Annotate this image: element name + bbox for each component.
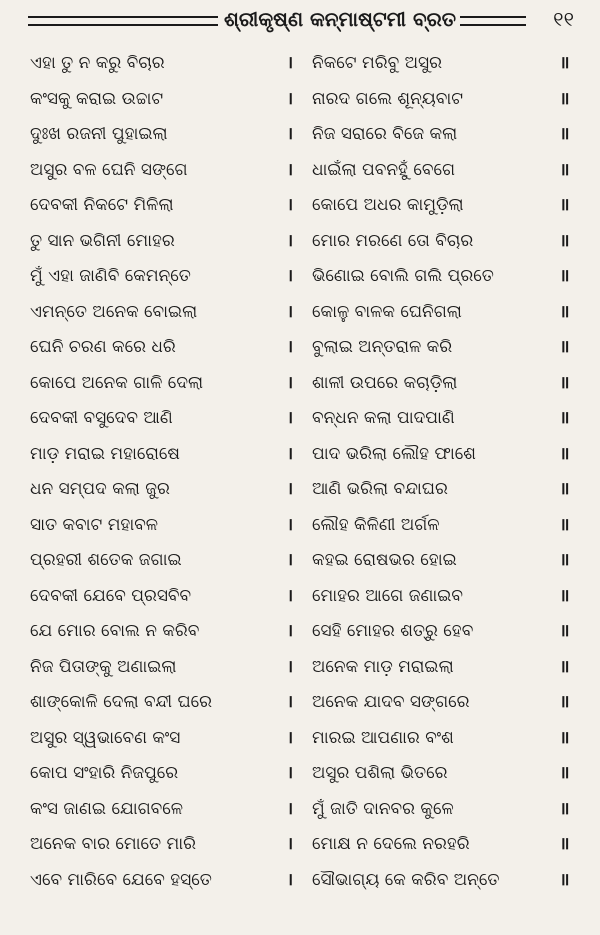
- half-verse-mark: ।: [286, 479, 294, 499]
- verse-end-mark: ॥: [559, 656, 571, 677]
- verse-second-half: ଶାଳୀ ଉପରେ କଚାଡ଼ିଲା: [312, 372, 458, 393]
- verse-first-half: ଅସୁର ସ୍ୱଭାବେଣ କଂସ: [30, 727, 181, 748]
- verse-second-half: ସୌଭାଗ୍ୟ କେ କରିବ ଅନ୍ତେ: [312, 869, 500, 890]
- verse-second-half: ପାଦ ଭରିଲା ଲୌହ ଫାଶେ: [312, 443, 476, 464]
- verse-second-half: ନାରଦ ଗଲେ ଶୂନ୍ୟବାଟ: [312, 88, 464, 109]
- verse-end-mark: ॥: [559, 585, 571, 606]
- verse-first-half: ମାଡ଼ ମରାଇ ମହାରୋଷେ: [30, 443, 180, 464]
- verse-row: [0, 188, 600, 224]
- verse-second-half: ମୁଁ ଜାତି ଦାନବର କୁଳେ: [312, 798, 454, 819]
- page-title: ଶ୍ରୀକୃଷ୍ଣ କନ୍ମାଷ୍ଟମୀ ବ୍ରତ: [224, 7, 457, 31]
- verse-second-half: ଅସୁର ପଶିଲା ଭିତରେ: [312, 763, 448, 783]
- half-verse-mark: ।: [286, 834, 294, 854]
- verse-end-mark: ॥: [559, 266, 571, 286]
- half-verse-mark: ।: [286, 230, 294, 251]
- verse-second-half: ଲୌହ କିଳିଣୀ ଅର୍ଗଳ: [312, 514, 440, 535]
- verse-row: [0, 82, 600, 118]
- verse-end-mark: ॥: [559, 621, 571, 641]
- verse-second-half: ନିକଟେ ମରିବୁ ଅସୁର: [312, 53, 442, 73]
- verse-first-half: ଦେବକୀ ନିକଟେ ମିଳିଲା: [30, 195, 174, 215]
- verse-second-half: କହଇ ରୋଷଭର ହୋଇ: [312, 550, 457, 570]
- verse-second-half: ଅନେକ ଯାଦବ ସଙ୍ଗରେ: [312, 692, 470, 712]
- verse-end-mark: ॥: [559, 159, 571, 180]
- verse-row: [0, 650, 600, 686]
- page-number: ୧୧: [553, 7, 574, 31]
- verse-first-half: ମୁଁ ଏହା ଜାଣିବି କେମନ୍ତେ: [30, 266, 191, 286]
- verse-row: [0, 46, 600, 82]
- verse-second-half: ମୋହର ଆଗେ ଜଣାଇବ: [312, 585, 463, 606]
- half-verse-mark: ।: [286, 621, 294, 641]
- verse-first-half: ଦେବକୀ ବସୁଦେବ ଆଣି: [30, 408, 173, 428]
- verse-end-mark: ॥: [559, 230, 571, 251]
- verse-row: [0, 366, 600, 402]
- verse-row: [0, 224, 600, 260]
- verse-list: [0, 46, 600, 898]
- verse-first-half: କୋପେ ଅନେକ ଗାଳି ଦେଲା: [30, 372, 204, 393]
- verse-row: [0, 579, 600, 615]
- verse-second-half: ଧାଇଁଲା ପବନହୁଁ ବେଗେ: [312, 159, 456, 180]
- verse-row: [0, 508, 600, 544]
- verse-end-mark: ॥: [559, 692, 571, 712]
- verse-first-half: ଘେନି ଚରଣ କରେ ଧରି: [30, 337, 176, 357]
- verse-second-half: ମାରଇ ଆପଣାର ବଂଶ: [312, 727, 454, 748]
- verse-row: [0, 756, 600, 792]
- verse-second-half: ଭିଣୋଇ ବୋଲି ଗଲି ପ୍ରତେ: [312, 266, 494, 286]
- verse-row: [0, 863, 600, 899]
- verse-second-half: ନିଜ ସରାରେ ବିଜେ କଲା: [312, 124, 458, 144]
- verse-row: [0, 543, 600, 579]
- half-verse-mark: ।: [286, 727, 294, 748]
- verse-first-half: ଯେ ମୋର ବୋଲ ନ କରିବ: [30, 621, 200, 641]
- verse-second-half: ମୋର ମରଣେ ତୋ ବିଚାର: [312, 230, 474, 251]
- verse-end-mark: ॥: [559, 408, 571, 428]
- verse-row: [0, 330, 600, 366]
- verse-row: [0, 685, 600, 721]
- half-verse-mark: ।: [286, 372, 294, 393]
- verse-end-mark: ॥: [559, 727, 571, 748]
- verse-end-mark: ॥: [559, 514, 571, 535]
- verse-second-half: ବୁଲାଇ ଅନ୍ତରାଳ କରି: [312, 337, 453, 357]
- verse-row: [0, 153, 600, 189]
- verse-end-mark: ॥: [559, 869, 571, 890]
- header-rule-right: [460, 16, 526, 26]
- verse-first-half: ପ୍ରହରୀ ଶତେକ ଜଗାଇ: [30, 550, 182, 570]
- verse-row: [0, 259, 600, 295]
- verse-end-mark: ॥: [559, 798, 571, 819]
- verse-first-half: ସାତ କବାଟ ମହାବଳ: [30, 514, 159, 535]
- half-verse-mark: ।: [286, 514, 294, 535]
- verse-end-mark: ॥: [559, 479, 571, 499]
- verse-first-half: ଶାଙ୍କୋଳି ଦେଲା ବନ୍ଦୀ ଘରେ: [30, 692, 213, 712]
- verse-end-mark: ॥: [559, 88, 571, 109]
- verse-row: [0, 117, 600, 153]
- half-verse-mark: ।: [286, 585, 294, 606]
- verse-end-mark: ॥: [559, 337, 571, 357]
- verse-row: [0, 295, 600, 331]
- verse-first-half: କଂସକୁ କରାଇ ଉଚ୍ଚାଟ: [30, 88, 164, 109]
- verse-end-mark: ॥: [559, 443, 571, 464]
- verse-first-half: ଧନ ସମ୍ପଦ କଲା ଜୁର: [30, 479, 170, 499]
- verse-row: [0, 401, 600, 437]
- verse-second-half: ମୋକ୍ଷ ନ ଦେଲେ ନରହରି: [312, 834, 470, 854]
- verse-first-half: ତୁ ସାନ ଭଗିନୀ ମୋହର: [30, 230, 175, 251]
- verse-first-half: ଏବେ ମାରିବେ ଯେବେ ହସ୍ତେ: [30, 869, 212, 890]
- half-verse-mark: ।: [286, 692, 294, 712]
- verse-end-mark: ॥: [559, 195, 571, 215]
- half-verse-mark: ।: [286, 550, 294, 570]
- verse-second-half: ବନ୍ଧନ କଲା ପାଦପାଣି: [312, 408, 455, 428]
- half-verse-mark: ।: [286, 88, 294, 109]
- half-verse-mark: ।: [286, 301, 294, 322]
- page-header: [28, 4, 574, 34]
- verse-row: [0, 614, 600, 650]
- verse-first-half: ନିଜ ପିତାଙ୍କୁ ଅଣାଇଲା: [30, 656, 177, 677]
- half-verse-mark: ।: [286, 53, 294, 73]
- verse-row: [0, 721, 600, 757]
- header-rule-left: [28, 16, 218, 26]
- verse-first-half: ଏମନ୍ତେ ଅନେକ ବୋଇଲା: [30, 301, 198, 322]
- verse-second-half: ଅନେକ ମାଡ଼ ମରାଇଲା: [312, 656, 454, 677]
- half-verse-mark: ।: [286, 763, 294, 783]
- half-verse-mark: ।: [286, 337, 294, 357]
- verse-first-half: କଂସ ଜାଣଇ ଯୋଗବଳେ: [30, 798, 184, 819]
- half-verse-mark: ।: [286, 195, 294, 215]
- half-verse-mark: ।: [286, 159, 294, 180]
- half-verse-mark: ।: [286, 266, 294, 286]
- verse-first-half: ଅସୁର ବଳ ଘେନି ସଙ୍ଗେ: [30, 159, 188, 180]
- verse-end-mark: ॥: [559, 372, 571, 393]
- verse-row: [0, 827, 600, 863]
- half-verse-mark: ।: [286, 124, 294, 144]
- half-verse-mark: ।: [286, 869, 294, 890]
- verse-second-half: କୋଳୁ ବାଳକ ଘେନିଗଲା: [312, 301, 462, 322]
- half-verse-mark: ।: [286, 656, 294, 677]
- verse-end-mark: ॥: [559, 124, 571, 144]
- verse-row: [0, 437, 600, 473]
- verse-first-half: ଅନେକ ବାର ମୋତେ ମାରି: [30, 834, 196, 854]
- verse-second-half: ସେହି ମୋହର ଶତ୍ରୁ ହେବ: [312, 621, 474, 641]
- half-verse-mark: ।: [286, 798, 294, 819]
- verse-second-half: ଆଣି ଭରିଲା ବନ୍ଦାଘର: [312, 479, 448, 499]
- verse-end-mark: ॥: [559, 53, 571, 73]
- verse-end-mark: ॥: [559, 550, 571, 570]
- verse-end-mark: ॥: [559, 301, 571, 322]
- half-verse-mark: ।: [286, 443, 294, 464]
- verse-end-mark: ॥: [559, 763, 571, 783]
- verse-first-half: ଏହା ତୁ ନ କରୁ ବିଚାର: [30, 53, 165, 73]
- verse-first-half: ଦୁଃଖ ରଜନୀ ପୁହାଇଲା: [30, 124, 168, 144]
- half-verse-mark: ।: [286, 408, 294, 428]
- verse-first-half: କୋପ ସଂହାରି ନିଜପୁରେ: [30, 763, 179, 783]
- verse-row: [0, 472, 600, 508]
- verse-first-half: ଦେବକୀ ଯେବେ ପ୍ରସବିବ: [30, 585, 192, 606]
- verse-end-mark: ॥: [559, 834, 571, 854]
- verse-row: [0, 792, 600, 828]
- verse-second-half: କୋପେ ଅଧର କାମୁଡ଼ିଲା: [312, 195, 464, 215]
